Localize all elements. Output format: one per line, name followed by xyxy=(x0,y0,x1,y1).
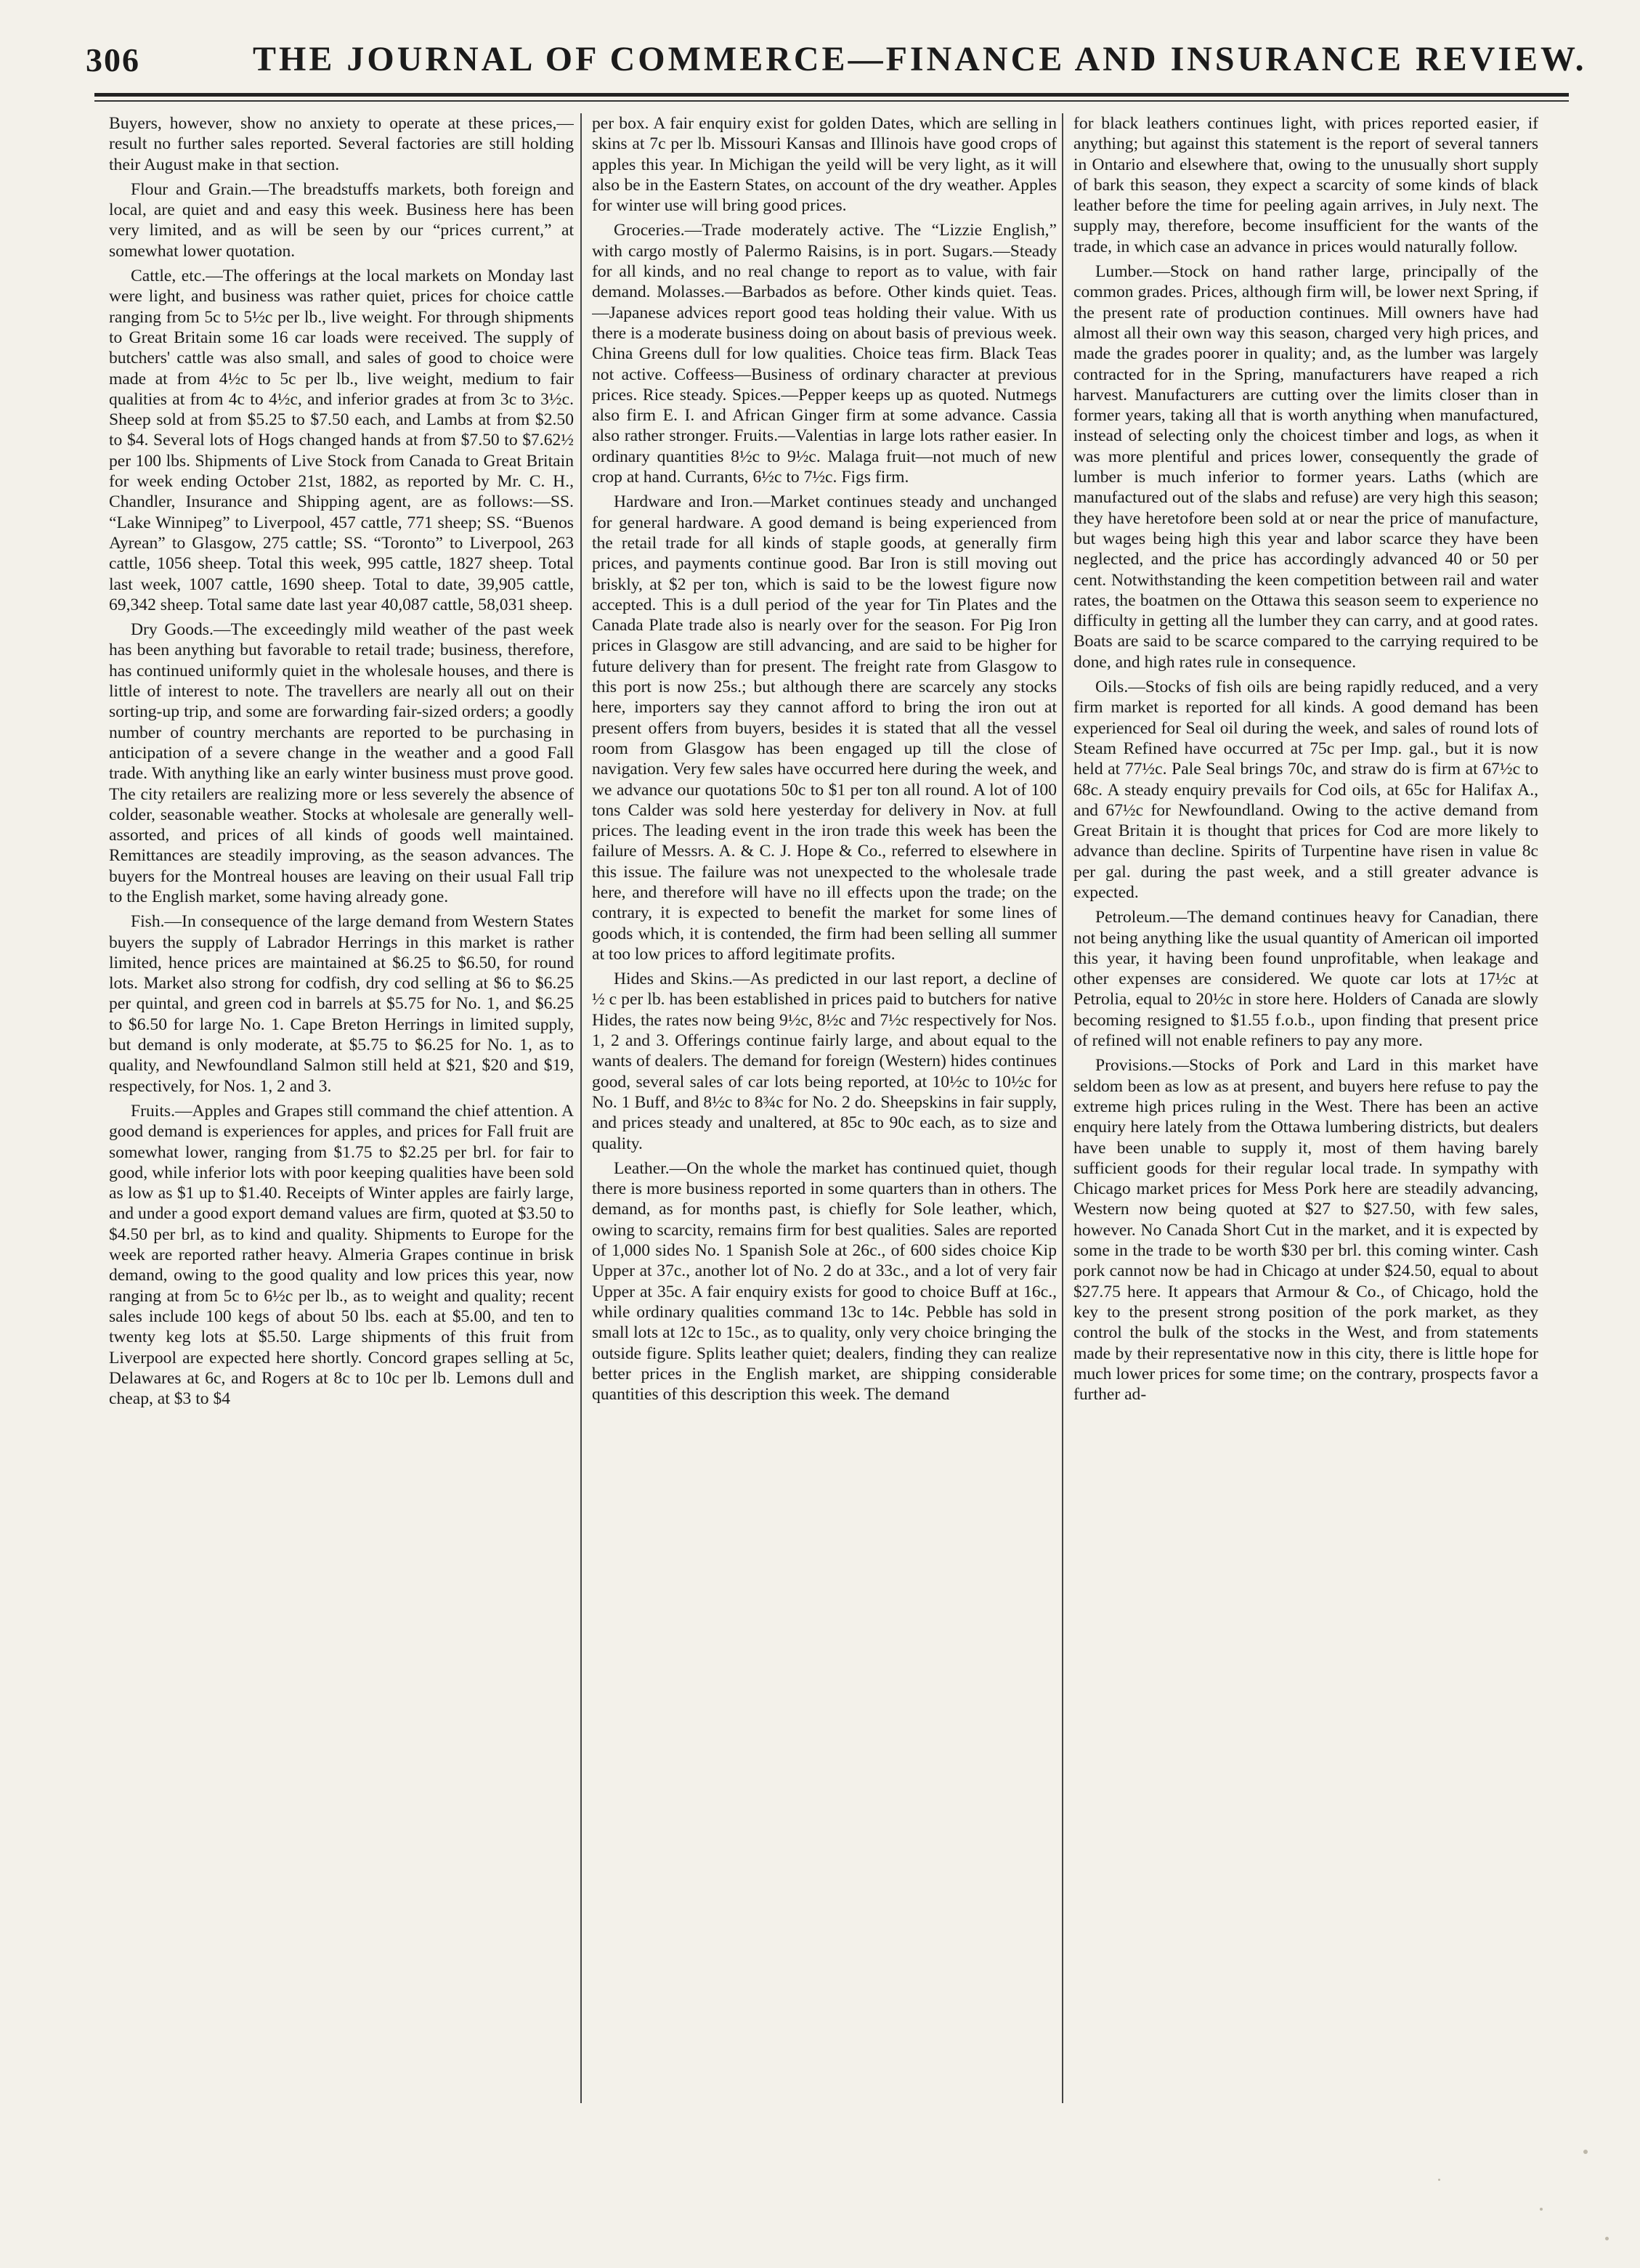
paper-speckle xyxy=(1438,2179,1440,2181)
paragraph-hardware-and-iron: Hardware and Iron.—Market continues steady and unchanged for general hardware. A good demand is being experienced from the retail trade for all kinds of staple goods, at generally firm prices, and payments continue good. Bar Iron is still moving out briskly, at $2 per ton, which is said to be the lowest figure now accepted. This is a dull period of the year for Tin Plates and the Canada Plate trade also is nearly over for the season. For Pig Iron prices in Glasgow are still advancing, and are said to be higher for future delivery than for present. The freight rate from Glasgow to this port is now 25s.; but although there are scarcely any stocks here, importers say they cannot afford to bring the iron out at present offers from buyers, besides it is stated that all the vessel room from Glasgow has been engaged up till the close of navigation. Very few sales have occurred here during the week, and we advance our quotations 50c to $1 per ton all round. A lot of 100 tons Calder was sold here yesterday for delivery in Nov. at full prices. The leading event in the iron trade this week has been the failure of Messrs. A. & C. J. Hope & Co., referred to elsewhere in this issue. The failure was not unexpected to the wholesale trade here, and therefore will have no ill effects upon the trade; on the contrary, it is expected to benefit the market for some lines of goods which, it is contended, the firm had been selling all summer at too low prices to afford legitimate profits. xyxy=(592,492,1057,964)
header-rule-thick xyxy=(94,93,1569,97)
paragraph-flour-and-grain: Flour and Grain.—The breadstuffs markets, both foreign and local, are quiet and and easy this week. Business here has been very limited, and as will be seen by our “prices current,” at somewhat lower quotation. xyxy=(109,179,574,261)
column-divider-1 xyxy=(580,113,582,2103)
paragraph-leather-continued: for black leathers continues light, with prices reported easier, if anything; but against this statement is the report of several tanners in Ontario and elsewhere that, owing to the unusually short supply of bark this season, they expect a scarcity of some kinds of black leather before the time for peeling again arrives, in July next. The supply may, therefore, become insufficient for the wants of the trade, in which case an advance in prices would naturally follow. xyxy=(1073,114,1538,256)
paragraph-fruits-continued: per box. A fair enquiry exist for golden Dates, which are selling in skins at 7c per lb. Missouri Kansas and Illinois have good crops of apples this year. In Michigan the yeild will be very light, as it will also be in the Eastern States, on account of the dry weather. Apples for winter use will bring good prices. xyxy=(592,114,1057,216)
paper-speckle xyxy=(1540,2208,1543,2211)
paragraph-fish: Fish.—In consequence of the large demand from Western States buyers the supply of Labrador Herrings in this market is rather limited, hence prices are maintained at $6.25 to $6.50, for round lots. Market also strong for codfish, dry cod selling at $6 to $6.25 per quintal, and green cod in barrels at $5.75 for No. 1, and $6.25 to $6.50 for large No. 1. Cape Breton Herrings in limited supply, but demand is only moderate, at $5.75 to $6.25 for No. 1, as to quality, and Newfoundland Salmon still held at $21, $20 and $19, respectively, for Nos. 1, 2 and 3. xyxy=(109,912,574,1096)
journal-title: THE JOURNAL OF COMMERCE—FINANCE AND INSURANCE REVIEW. xyxy=(253,40,1587,78)
page-header xyxy=(86,36,1587,89)
column-divider-2 xyxy=(1062,113,1063,2103)
paragraph-fruits: Fruits.—Apples and Grapes still command the chief attention. A good demand is experiences for apples, and prices for Fall fruit are somewhat lower, ranging from $1.75 to $2.25 per brl. for fair to good, while inferior lots with poor keeping qualities have been sold as low as $1 up to $1.40. Receipts of Winter apples are fairly large, and under a good export demand values are firm, quoted at $3.50 to $4.50 per brl, as to kind and quality. Shipments to Europe for the week are reported rather heavy. Almeria Grapes continue in brisk demand, owing to the good quality and low prices this year, now ranging at from 5c to 6½c per lb., as to weight and quality; recent sales include 100 kegs of about 50 lbs. each at $5.00, and ten to twenty keg lots at $5.50. Large shipments of this fruit from Liverpool are expected here shortly. Concord grapes selling at 5c, Delawares at 6c, and Rogers at 8c to 10c per lb. Lemons dull and cheap, at $3 to $4 xyxy=(109,1101,574,1409)
paragraph-provisions: Provisions.—Stocks of Pork and Lard in this market have seldom been as low as at present, and buyers here refuse to pay the extreme high prices ruling in the West. There has been an active enquiry here lately from the Ottawa lumbering districts, but dealers have been unable to supply it, most of them having barely sufficient goods for their regular local trade. In sympathy with Chicago market prices for Mess Pork here are steadily advancing, Western now being quoted at $27 to $27.50, with few sales, however. No Canada Short Cut in the market, and it is expected by some in the trade to be worth $30 per brl. this coming winter. Cash pork cannot now be had in Chicago at under $24.50, equal to about $27.75 here. It appears that Armour & Co., of Chicago, hold the key to the present strong position of the pork market, as they control the bulk of the stocks in the West, and from statements made by their representative now in this city, there is little hope for much lower prices for some time; on the contrary, prospects favor a further ad- xyxy=(1073,1056,1538,1405)
paragraph-petroleum: Petroleum.—The demand continues heavy for Canadian, there not being anything like the usual quantity of American oil imported this year, it having been found unprofitable, when leakage and other expenses are considered. We quote car lots at 17½c at Petrolia, equal to 20½c in store here. Holders of Canada are slowly becoming resigned to $1.55 f.o.b., upon finding that present price of refined will not enable refiners to pay any more. xyxy=(1073,908,1538,1051)
paragraph-dry-goods: Dry Goods.—The exceedingly mild weather of the past week has been anything but favorable to retail trade; business, therefore, has continued uniformly quiet in the wholesale houses, and there is little of interest to note. The travellers are nearly all out on their sorting-up trip, and some are forwarding fair-sized orders; a goodly number of country merchants are reported to be purchasing in anticipation of a severe change in the weather and a good Fall trade. With anything like an early winter business must prove good. The city retailers are realizing more or less severely the absence of colder, seasonable weather. Stocks at wholesale are generally well-assorted, and prices of all kinds of goods well maintained. Remittances are steadily improving, as the season advances. The buyers for the Montreal houses are leaving on their usual Fall trip to the English market, some having already gone. xyxy=(109,620,574,906)
paper-speckle xyxy=(1583,2150,1588,2154)
column-3 xyxy=(1073,113,1538,2103)
paragraph-cheese-continued: Buyers, however, show no anxiety to operate at these prices,—result no further sales reported. Several factories are still holding their August make in that section. xyxy=(109,114,574,174)
column-1 xyxy=(109,113,574,2103)
paragraph-cattle: Cattle, etc.—The offerings at the local markets on Monday last were light, and business was rather quiet, prices for choice cattle ranging from 5c to 5½c per lb., live weight. For through shipments to Great Britain some 16 car loads were received. The supply of butchers' cattle was also small, and sales of good to choice were made at from 4½c to 5c per lb., live weight, medium to fair qualities at from 4c to 4½c, and inferior grades at from 3c to 3½c. Sheep sold at from $5.25 to $7.50 each, and Lambs at from $2.50 to $4. Several lots of Hogs changed hands at from $7.50 to $7.62½ per 100 lbs. Shipments of Live Stock from Canada to Great Britain for week ending October 21st, 1882, as reported by Mr. C. H., Chandler, Insurance and Shipping agent, are as follows:—SS. “Lake Winnipeg” to Liverpool, 457 cattle, 771 sheep; SS. “Buenos Ayrean” to Glasgow, 275 cattle; SS. “Toronto” to Liverpool, 263 cattle, 1056 sheep. Total this week, 995 cattle, 1827 sheep. Total last week, 1007 cattle, 1690 sheep. Total to date, 39,905 cattle, 69,342 sheep. Total same date last year 40,087 cattle, 58,031 sheep. xyxy=(109,267,574,614)
paragraph-leather: Leather.—On the whole the market has continued quiet, though there is more business reported in some quarters than in others. The demand, as for months past, is chiefly for Sole leather, which, owing to scarcity, remains firm for best qualities. Sales are reported of 1,000 sides No. 1 Spanish Sole at 26c., of 600 sides choice Kip Upper at 37c., another lot of No. 2 do at 33c., and a lot of very fair Upper at 35c. A fair enquiry exists for good to choice Buff at 16c., while ordinary qualities command 13c to 14c. Pebble has sold in small lots at 12c to 15c., as to quality, only very choice bringing the outside figure. Splits leather quiet; dealers, finding they can realize better prices in the English market, are shipping considerable quantities of this description this week. The demand xyxy=(592,1158,1057,1405)
paragraph-lumber: Lumber.—Stock on hand rather large, principally of the common grades. Prices, although firm will, be lower next Spring, if the present rate of production continues. Mill owners have had almost all their own way this season, charged very high prices, and made the grades poorer in quality; and, as the lumber was largely contracted for in the Spring, manufacturers have reaped a rich harvest. Manufacturers are cutting over the limits closer than in former years, taking all that is worth anything when manufactured, instead of selecting only the choicest timber and logs, as when it was more plentiful and prices lower, consequently the grade of lumber is much inferior to former years. Laths (which are manufactured out of the slabs and refuse) are very high this season; they have heretofore been sold at or near the price of manufacture, but wages being high this year and labor scarce they have been neglected, and the price has accordingly advanced 40 or 50 per cent. Notwithstanding the keen competition between rail and water rates, the boatmen on the Ottawa this season seem to experience no difficulty in getting all the lumber they can carry, and at good rates. Boats are said to be scarce compared to the carrying required to be done, and high rates rule in consequence. xyxy=(1073,262,1538,672)
header-rule-thin xyxy=(94,100,1569,102)
paragraph-groceries: Groceries.—Trade moderately active. The “Lizzie English,” with cargo mostly of Palermo Raisins, is in port. Sugars.—Steady for all kinds, and no real change to report as to value, with fair demand. Molasses.—Barbados as before. Other kinds quiet. Teas.—Japanese advices report good teas holding their value. With us there is a moderate business doing on about basis of previous week. China Greens dull for low qualities. Choice teas firm. Black Teas not active. Coffeess—Business of ordinary character at previous prices. Rice steady. Spices.—Pepper keeps up as quoted. Nutmegs also firm E. I. and African Ginger firm at some advance. Cassia also rather stronger. Fruits.—Valentias in large lots rather easier. In ordinary quantities 8½c to 9½c. Malaga fruit—not much of new crop at hand. Currants, 6½c to 7½c. Figs firm. xyxy=(592,221,1057,487)
page-number: 306 xyxy=(86,41,140,78)
paper-speckle xyxy=(1605,2237,1609,2240)
paragraph-hides-and-skins: Hides and Skins.—As predicted in our last report, a decline of ½ c per lb. has been established in prices paid to butchers for native Hides, the rates now being 9½c, 8½c and 7½c respectively for Nos. 1, 2 and 3. Offerings continue fairly large, and about equal to the wants of dealers. The demand for foreign (Western) hides continues good, several sales of car lots being reported, at 10½c to 10½c for No. 1 Buff, and 8½c to 8¾c for No. 2 do. Sheepskins in fair supply, and prices steady and unaltered, at 85c to 90c each, as to size and quality. xyxy=(592,970,1057,1153)
paragraph-oils: Oils.—Stocks of fish oils are being rapidly reduced, and a very firm market is reported for all kinds. A good demand has been experienced for Seal oil during the week, and sales of round lots of Steam Refined have occurred at 75c per Imp. gal., but it is now held at 77½c. Pale Seal brings 70c, and straw do is firm at 67½c to 68c. A steady enquiry prevails for Cod oils, at 65c for Halifax A., and 67½c for Newfoundland. Owing to the active demand from Great Britain it is thought that prices for Cod are more likely to advance than decline. Spirits of Turpentine have risen in value 8c per gal. during the past week, and a still greater advance is expected. xyxy=(1073,678,1538,902)
column-2 xyxy=(592,113,1057,2103)
